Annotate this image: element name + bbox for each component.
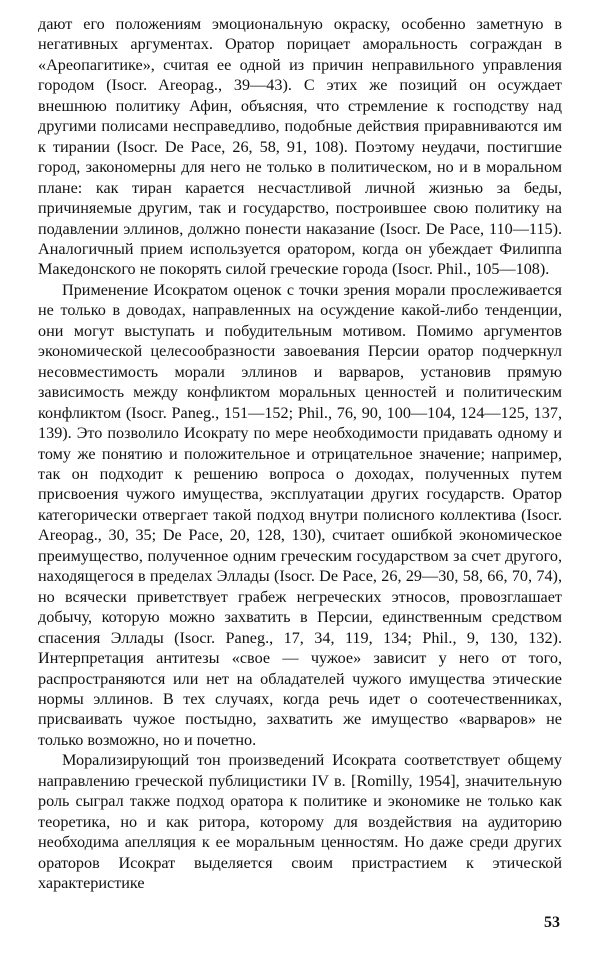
- paragraph-moral-evaluation: Применение Исократом оценок с точки зрения морали прослеживается не только в доводах, направленных на осуждение какой-либо тенденции, они могут выступать и побудительным мотивом. Помимо аргументов экономической целесообразности завоевания Персии оратор подчеркнул несовместимость морали эллинов и варваров, установив прямую зависимость между конфликтом моральных ценностей и политическим конфликтом (Isocr. Paneg., 151—152; Phil., 76, 90, 100—104, 124—125, 137, 139). Это позволило Исократу по мере необходимости придавать одному и тому же понятию и положительное и отрицательное значение; например, так он подходит к решению вопроса о доходах, полученных путем присвоения чужого имущества, эксплуатации других государств. Оратор категорически отвергает такой подход внутри полисного коллектива (Isocr. Areopag., 30, 35; De Pace, 20, 128, 130), считает ошибкой экономическое преимущество, полученное одним греческим государством за счет другого, находящегося в пределах Эллады (Isocr. De Pace, 26, 29—30, 58, 66, 70, 74), но всячески приветствует грабеж негреческих этносов, провозглашает добычу, которую можно захватить в Персии, единственным средством спасения Эллады (Isocr. Paneg., 17, 34, 119, 134; Phil., 9, 130, 132). Интерпретация антитезы «свое — чужое» зависит у него от того, распространяются или нет на обладателей чужого имущества этические нормы эллинов. В тех случаях, когда речь идет о соотечественниках, присваивать чужое постыдно, захватить же имущество «варваров» не только возможно, но и почетно.: [38, 280, 562, 749]
- paragraph-moralizing-tone: Морализирующий тон произведений Исократа соответствует общему направлению греческой публицистики IV в. [Romilly, 1954], значительную роль сыграл также подход оратора к политике и экономике не только как теоретика, но и как ритора, которому для воздействия на аудиторию необходима апелляция к ее моральным ценностям. Но даже среди других ораторов Исократ выделяется своим пристрастием к этической характеристике: [38, 751, 562, 893]
- page-number: 53: [544, 914, 560, 931]
- paragraph-continuation: дают его положениям эмоциональную окраску, особенно заметную в негативных аргументах. Оратор порицает аморальность сограждан в «Ареопагитике», считая ее одной из причин неправильного управления городом (Isocr. Areopag., 39—43). С этих же позиций он осуждает внешнюю политику Афин, объясняя, что стремление к господству над другими полисами несправедливо, подобные действия приравниваются им к тирании (Isocr. De Pace, 26, 58, 91, 108). Поэтому неудачи, постигшие город, закономерны для него не только в политическом, но и в моральном плане: как тиран карается несчастливой личной жизнью за беды, причиняемые другим, так и государство, построившее свою политику на подавлении эллинов, должно понести наказание (Isocr. De Pace, 110—115). Аналогичный прием используется оратором, когда он убеждает Филиппа Македонского не покорять силой греческие города (Isocr. Phil., 105—108).: [38, 15, 562, 279]
- body-text: [38, 14, 562, 893]
